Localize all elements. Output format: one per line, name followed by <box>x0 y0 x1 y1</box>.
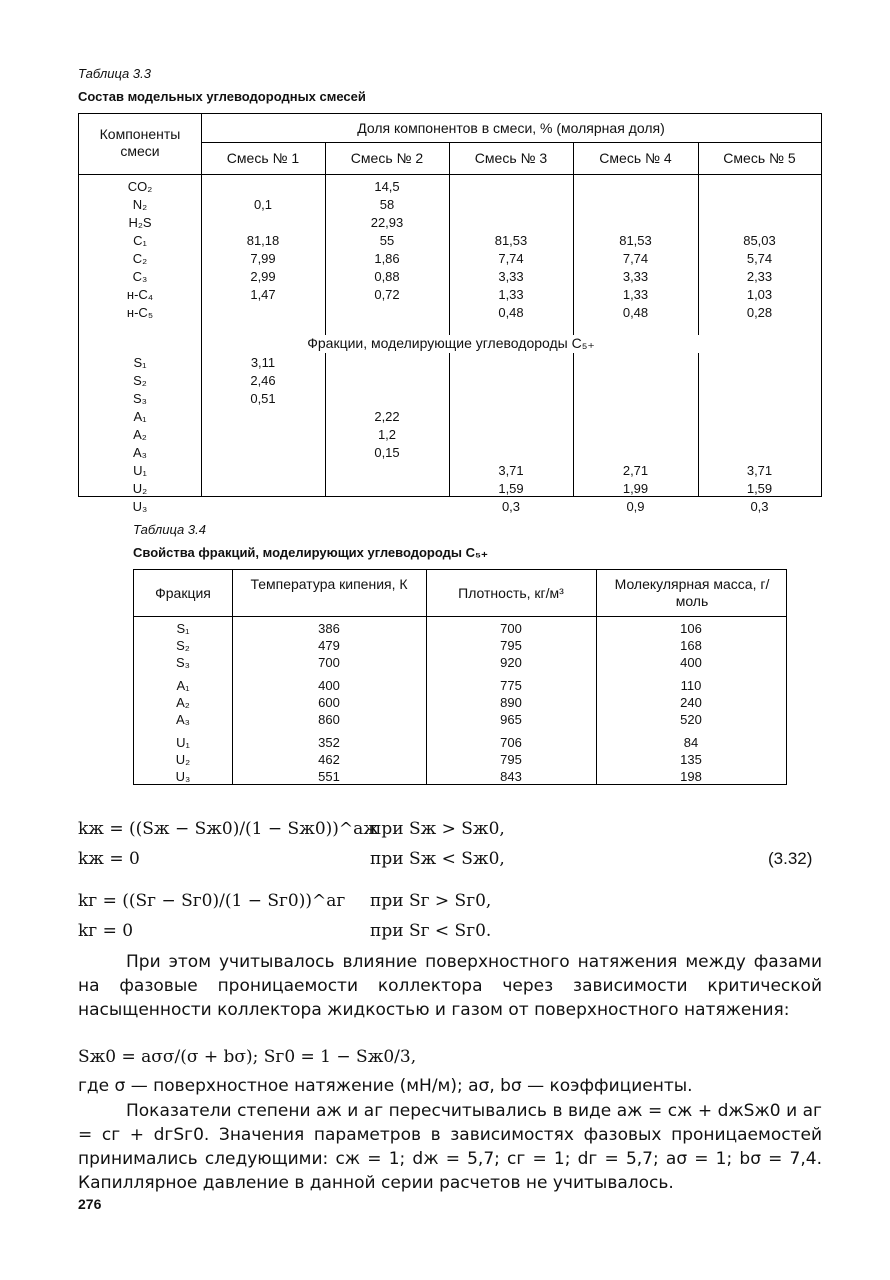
table-cell: 0,9 <box>626 499 645 514</box>
table-cell: 700 <box>318 655 340 670</box>
table-cell: 890 <box>500 695 522 710</box>
fraction-name: U₂ <box>175 752 191 767</box>
table-cell <box>573 196 698 214</box>
table-cell <box>325 304 449 322</box>
fraction-name: S₃ <box>176 655 190 670</box>
table-cell: 551 <box>318 769 340 784</box>
component-name: CO₂ <box>127 179 153 194</box>
table-cell <box>201 462 325 480</box>
table-cell: 85,03 <box>743 233 776 248</box>
table-cell: 1,03 <box>746 287 773 302</box>
table-cell <box>325 354 449 372</box>
table-cell: 700 <box>500 621 522 636</box>
table-cell: 3,11 <box>250 355 276 370</box>
mixture-header: Смесь № 2 <box>350 150 424 166</box>
table33-group-header: Доля компонентов в смеси, % (молярная доля) <box>357 120 665 136</box>
table-cell: 1,33 <box>622 287 649 302</box>
table-cell: 843 <box>500 769 522 784</box>
formula-k-gas-2: kг = 0 <box>78 921 134 941</box>
table-cell <box>698 408 821 426</box>
table-cell <box>449 178 573 196</box>
component-name: N₂ <box>132 197 148 212</box>
table-cell: 400 <box>680 655 702 670</box>
table-cell: 479 <box>318 638 340 653</box>
mixture-header: Смесь № 5 <box>723 150 796 166</box>
table-cell: 2,46 <box>250 373 276 388</box>
table-cell <box>573 214 698 232</box>
table-cell: 775 <box>500 678 522 693</box>
table-cell: 1,33 <box>498 287 524 302</box>
table-cell <box>573 372 698 390</box>
table-cell <box>325 480 449 498</box>
table-cell: 7,99 <box>250 251 276 266</box>
table-cell: 81,53 <box>619 233 652 248</box>
component-name: н-C₅ <box>126 305 154 320</box>
fraction-name: A₃ <box>176 712 190 727</box>
table-cell: 920 <box>500 655 522 670</box>
component-name: н-C₄ <box>126 287 154 302</box>
table-cell: 795 <box>500 752 522 767</box>
table-cell: 1,2 <box>377 427 397 442</box>
table-cell <box>201 444 325 462</box>
table-cell <box>325 372 449 390</box>
formula-condition-2: при Sж < Sж0, <box>370 849 505 869</box>
table-cell <box>449 426 573 444</box>
table34 <box>133 569 787 785</box>
table-cell <box>698 390 821 408</box>
table-cell <box>449 354 573 372</box>
table-cell: 1,47 <box>250 287 276 302</box>
component-name: A₁ <box>133 409 147 424</box>
table-cell: 860 <box>318 712 340 727</box>
formula-k-gas-1: kг = ((Sг − Sг0)/(1 − Sг0))^aг <box>78 891 346 911</box>
mixture-header: Смесь № 4 <box>599 150 672 166</box>
table34-header-density: Плотность, кг/м³ <box>458 585 564 601</box>
mixture-header: Смесь № 3 <box>474 150 548 166</box>
component-name: U₃ <box>132 499 148 514</box>
table-cell: 14,5 <box>374 179 400 194</box>
equation-number: (3.32) <box>768 849 813 868</box>
fraction-name: S₁ <box>176 621 190 636</box>
table-cell: 2,71 <box>622 463 649 478</box>
table-cell: 1,86 <box>374 251 400 266</box>
formula-condition-3: при Sг > Sг0, <box>370 891 492 911</box>
table-cell: 110 <box>680 678 702 693</box>
table-cell: 3,71 <box>746 463 773 478</box>
table-cell <box>573 354 698 372</box>
table-cell: 2,99 <box>250 269 276 284</box>
table-cell: 3,33 <box>498 269 524 284</box>
table-cell: 3,71 <box>498 463 524 478</box>
table-cell: 965 <box>500 712 522 727</box>
table-cell <box>449 390 573 408</box>
table-cell <box>449 444 573 462</box>
component-name: U₁ <box>133 463 147 478</box>
table-cell: 1,59 <box>498 481 524 496</box>
table33-col-header: Компоненты смеси <box>99 126 181 159</box>
table-cell: 520 <box>680 712 702 727</box>
table-cell <box>325 462 449 480</box>
table-cell: 106 <box>680 621 702 636</box>
table-cell: 3,33 <box>622 269 649 284</box>
table34-header-molar-mass: Молекулярная масса, г/моль <box>614 576 770 609</box>
table-cell <box>201 426 325 444</box>
table-cell: 0,28 <box>746 305 773 320</box>
table-cell <box>573 178 698 196</box>
table-cell: 81,53 <box>494 233 528 248</box>
table-cell <box>573 444 698 462</box>
component-name: C₁ <box>133 233 147 248</box>
table-cell: 198 <box>680 769 702 784</box>
table-cell: 135 <box>680 752 702 767</box>
table34-header-temperature: Температура кипения, К <box>250 576 408 592</box>
table-cell <box>698 354 821 372</box>
table-cell <box>698 196 821 214</box>
table-cell: 0,88 <box>374 269 400 284</box>
table-cell <box>698 444 821 462</box>
table-cell: 2,22 <box>374 409 400 424</box>
table-cell: 1,99 <box>622 481 649 496</box>
component-name: C₃ <box>132 269 148 284</box>
table-cell: 58 <box>379 197 395 212</box>
table-cell <box>201 304 325 322</box>
page-number: 276 <box>78 1196 102 1212</box>
table-cell <box>201 498 325 516</box>
component-name: S₃ <box>133 391 147 406</box>
table-cell <box>449 372 573 390</box>
table33 <box>78 113 822 514</box>
paragraph-1: При этом учитывалось влияние поверхностного натяжения между фазами на фазовые проницаемости коллектора через зависимости критической насыщенности коллектора жидкостью и газом от поверхностного натяжения: <box>78 952 822 1020</box>
table-cell <box>698 426 821 444</box>
paragraph-2: где σ — поверхностное натяжение (мН/м); aσ, bσ — коэффициенты. <box>78 1076 693 1096</box>
component-name: A₂ <box>133 427 147 442</box>
table-cell <box>449 214 573 232</box>
table-cell <box>573 390 698 408</box>
table-cell: 600 <box>318 695 340 710</box>
table-cell: 795 <box>500 638 522 653</box>
table-cell: 0,3 <box>750 499 769 514</box>
table-cell: 81,18 <box>246 233 280 248</box>
table-cell: 55 <box>379 233 395 248</box>
table-cell <box>698 214 821 232</box>
table33-title: Состав модельных углеводородных смесей <box>78 89 366 104</box>
table-cell: 386 <box>318 621 340 636</box>
component-name: S₂ <box>133 373 147 388</box>
table-cell <box>573 408 698 426</box>
fraction-name: A₂ <box>176 695 190 710</box>
table-cell: 2,33 <box>746 269 773 284</box>
table-cell: 7,74 <box>498 251 524 266</box>
table-cell: 352 <box>318 735 340 750</box>
table-cell <box>201 408 325 426</box>
table-cell <box>449 408 573 426</box>
table-cell: 706 <box>500 735 522 750</box>
formula-k-liquid-1 <box>78 818 379 840</box>
component-name: C₂ <box>132 251 148 266</box>
formula-text: kж = ((Sж − Sж0)/(1 − Sж0))^aж <box>78 819 379 839</box>
table-cell: 22,93 <box>370 215 404 230</box>
component-name: A₃ <box>133 445 147 460</box>
table-cell: 0,48 <box>622 305 649 320</box>
table-cell <box>325 498 449 516</box>
table-cell: 1,59 <box>746 481 773 496</box>
table-cell: 240 <box>680 695 702 710</box>
table-cell <box>201 178 325 196</box>
table-cell <box>201 480 325 498</box>
paragraph-3: Показатели степени aж и aг пересчитывались в виде aж = cж + dжSж0 и aг = cг + dгSг0. Значения параметров в зависимостях фазовых проницаемостей принимались следующими: cж = 1; dж = 5,7; cг = 1; dг = 5,7; aσ = 1; bσ = 7,4. Капиллярное давление в данной серии расчетов не учитывалось. <box>78 1101 822 1193</box>
table34-caption: Таблица 3.4 <box>133 522 206 537</box>
table-cell: 0,15 <box>374 445 400 460</box>
fraction-name: S₂ <box>176 638 190 653</box>
table-cell: 0,51 <box>250 391 276 406</box>
table34-header-fraction: Фракция <box>155 585 211 601</box>
fraction-name: U₃ <box>175 769 191 784</box>
table-cell <box>325 390 449 408</box>
table-cell <box>201 214 325 232</box>
formula-saturation: Sж0 = aσσ/(σ + bσ); Sг0 = 1 − Sж0/3, <box>78 1047 417 1067</box>
table-cell: 0,1 <box>253 197 273 212</box>
component-name: U₂ <box>132 481 148 496</box>
fraction-name: A₁ <box>176 678 190 693</box>
table-cell: 400 <box>318 678 340 693</box>
table-cell <box>449 196 573 214</box>
formula-k-liquid-2: kж = 0 <box>78 849 140 869</box>
table-cell: 168 <box>680 638 702 653</box>
mixture-header: Смесь № 1 <box>226 150 300 166</box>
table-cell <box>698 178 821 196</box>
table-cell <box>573 426 698 444</box>
fraction-name: U₁ <box>176 735 190 750</box>
formula-condition-4: при Sг < Sг0. <box>370 921 492 941</box>
table34-title: Свойства фракций, моделирующих углеводороды C₅₊ <box>133 545 488 560</box>
table33-caption: Таблица 3.3 <box>78 66 151 81</box>
component-name: S₁ <box>133 355 147 370</box>
table-cell: 5,74 <box>746 251 773 266</box>
fractions-label: Фракции, моделирующие углеводороды C₅₊ <box>307 335 595 351</box>
component-name: H₂S <box>128 215 152 230</box>
table-cell: 0,72 <box>374 287 400 302</box>
table-cell: 0,48 <box>498 305 524 320</box>
table-cell: 0,3 <box>501 499 521 514</box>
table-cell: 84 <box>683 735 699 750</box>
formula-condition-1: при Sж > Sж0, <box>370 819 505 839</box>
table-cell: 462 <box>318 752 340 767</box>
table-cell <box>698 372 821 390</box>
table-cell: 7,74 <box>622 251 649 266</box>
